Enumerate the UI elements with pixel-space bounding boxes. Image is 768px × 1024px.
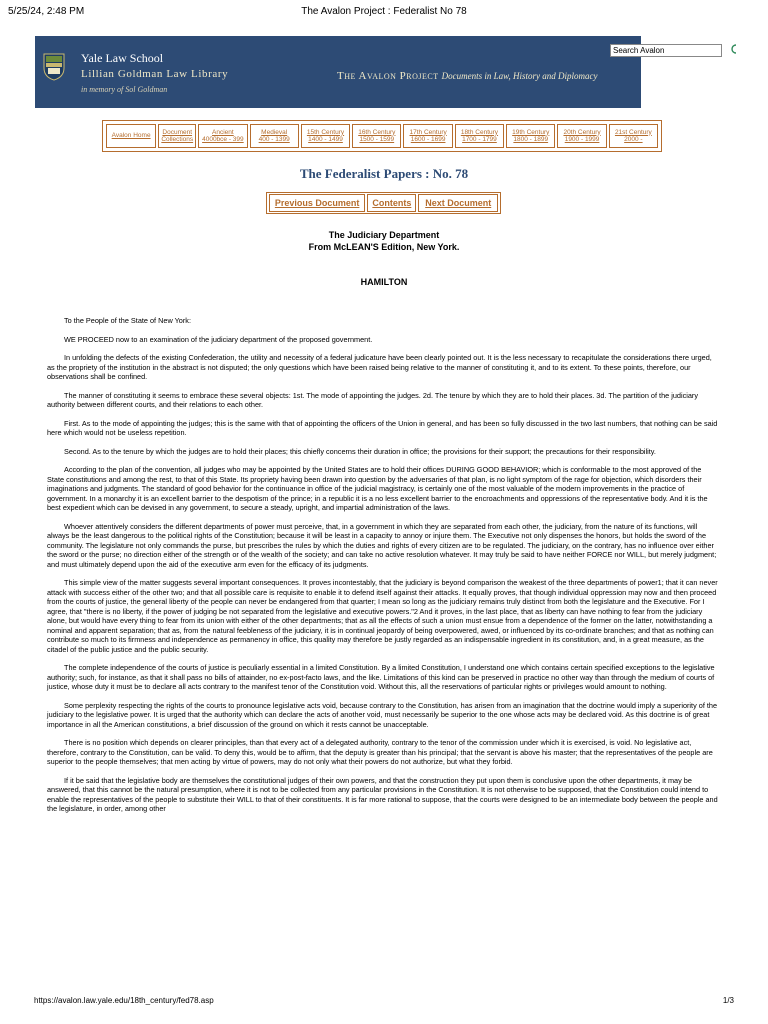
next-document-link[interactable]: Next Document xyxy=(418,194,498,212)
document-body xyxy=(47,316,719,823)
nav-link-label: Ancient xyxy=(212,128,234,136)
nav-link-range: 2000 - xyxy=(624,136,643,143)
nav-link[interactable] xyxy=(250,124,299,148)
avalon-project-logo[interactable] xyxy=(337,70,597,82)
print-datetime: 5/25/24, 2:48 PM xyxy=(8,6,85,17)
paragraph: There is no position which depends on clearer principles, than that every act of a delegated authority, contrary to the tenor of the commission under which it is exercised, is void. No legislative act, therefore, contrary to the Constitution, can be valid. To deny this, would be to affirm, that the deputy is greater than his principal; that the servant is above his master; that the representatives of the people are superior to the people themselves; that men acting by virtue of powers, may do not only what their powers do not authorize, but what they forbid. xyxy=(47,738,713,766)
author-name: HAMILTON xyxy=(360,277,408,287)
nav-link[interactable] xyxy=(352,124,401,148)
nav-link-label: 17th Century xyxy=(409,128,447,136)
century-navigation xyxy=(102,120,662,152)
nav-link-range: 1800 - 1899 xyxy=(513,136,549,143)
nav-link[interactable] xyxy=(506,124,555,148)
print-header xyxy=(8,6,760,20)
document-edition: From McLEAN'S Edition, New York. xyxy=(308,242,460,252)
paragraph: The complete independence of the courts of justice is peculiarly essential in a limited Constitution. By a limited Constitution, I understand one which contains certain specified exceptions to the legislative authority; such, for instance, as that it shall pass no bills of attainder, no ex-post-facto laws, and the like. Limitations of this kind can be preserved in practice no other way than through the medium of courts of justice, whose duty it must be to declare all acts contrary to the manifest tenor of the Constitution void. Without this, all the reservations of particular rights or privileges would amount to nothing. xyxy=(47,663,715,691)
paragraph: First. As to the mode of appointing the judges; this is the same with that of appointing the officers of the Union in general, and has been so fully discussed in the two last numbers, that nothing can be said here which would not be useless repetition. xyxy=(47,418,718,437)
search-icon[interactable] xyxy=(728,43,738,55)
nav-link-range: 400 - 1399 xyxy=(258,136,290,143)
nav-link-range: 1700 - 1799 xyxy=(462,136,497,143)
nav-link[interactable] xyxy=(158,124,196,148)
yale-shield-icon xyxy=(43,53,65,81)
document-navigation xyxy=(266,192,501,214)
paragraph: Whoever attentively considers the different departments of power must perceive, that, in a government in which they are separated from each other, the judiciary, from the nature of its functions, will always be the least dangerous to the political rights of the Constitution; because it will be least in a capacity to annoy or injure them. The Executive not only dispenses the honors, but holds the sword of the community. The legislature not only commands the purse, but prescribes the rules by which the duties and rights of every citizen are to be regulated. The judiciary, on the contrary, has no influence over either the sword or the purse; no direction either of the strength or of the wealth of the society; and can take no active resolution whatever. It may truly be said to have neither FORCE nor WILL, but merely judgment; and must ultimately depend upon the aid of the executive arm even for the efficacy of its judgments. xyxy=(47,521,717,569)
paragraph: In unfolding the defects of the existing Confederation, the utility and necessity of a federal judicature have been clearly pointed out. It is the less necessary to recapitulate the considerations there urged, as the propriety of the institution in the abstract is not disputed; the only questions which have been raised being relative to the manner of constituting it, and to its extent. To these points, therefore, our observations shall be confined. xyxy=(47,353,712,381)
nav-link-range: 1400 - 1499 xyxy=(308,136,343,143)
nav-link[interactable] xyxy=(609,124,658,148)
nav-link[interactable] xyxy=(198,124,247,148)
nav-link[interactable] xyxy=(403,124,452,148)
paragraph: The manner of constituting it seems to embrace these several objects: 1st. The mode of appointing the judges. 2d. The tenure by which they are to hold their places. 3d. The partition of the judiciary authority between different courts, and their relations to each other. xyxy=(47,390,698,409)
contents-link[interactable]: Contents xyxy=(367,194,416,212)
print-page-title: The Avalon Project : Federalist No 78 xyxy=(301,6,467,17)
paragraph: According to the plan of the convention, all judges who may be appointed by the United States are to hold their offices DURING GOOD BEHAVIOR; which is conformable to the most approved of the State constitutions and among the rest, to that of this State. Its propriety having been drawn into question by the adversaries of that plan, is no light symptom of the rage for objection, which disorders their imaginations and judgments. The standard of good behavior for the continuance in office of the judicial magistracy, is certainly one of the most valuable of the modern improvements in the practice of government. In a monarchy it is an excellent barrier to the despotism of the prince; in a republic it is a no less excellent barrier to the encroachments and oppressions of the representative body. And it is the best expedient which can be devised in any government, to secure a steady, upright, and impartial administration of the laws. xyxy=(47,465,708,512)
previous-document-link[interactable]: Previous Document xyxy=(269,194,365,212)
document-subtitle: The Judiciary Department xyxy=(328,230,440,240)
search-input[interactable]: Search Avalon xyxy=(610,44,722,57)
avalon-project-name: The Avalon Project xyxy=(337,70,439,82)
nav-link-range: 1500 - 1599 xyxy=(359,136,395,143)
nav-link-label: 20th Century xyxy=(563,128,601,136)
nav-link-label: 18th Century xyxy=(460,128,499,136)
nav-link-label: 21st Century xyxy=(614,128,652,136)
yale-law-school-label[interactable]: Yale Law School xyxy=(81,51,164,65)
nav-link[interactable] xyxy=(301,124,350,148)
paragraph: To the People of the State of New York: xyxy=(64,316,191,325)
nav-link-range: 4000bce - 399 xyxy=(202,136,244,143)
nav-link[interactable] xyxy=(557,124,606,148)
library-label[interactable]: Lillian Goldman Law Library xyxy=(81,68,229,80)
paragraph: WE PROCEED now to an examination of the judiciary department of the proposed government. xyxy=(64,334,373,344)
memory-label: in memory of Sol Goldman xyxy=(81,85,168,94)
nav-link-label: Document xyxy=(162,128,193,136)
nav-link-label: 16th Century xyxy=(358,128,396,136)
document-title: The Federalist Papers : No. 78 xyxy=(299,166,469,181)
page-number: 1/3 xyxy=(722,996,734,1005)
nav-link-label: Avalon Home xyxy=(111,132,151,140)
paragraph: This simple view of the matter suggests several important consequences. It proves incontestably, that the judiciary is beyond comparison the weakest of the three departments of power1; that it can never attack with success either of the other two; and that all possible care is requisite to enable it to defend itself against their attacks. It equally proves, that though individual oppression may now and then proceed from the courts of justice, the general liberty of the people can never be endangered from that quarter; I mean so long as the judiciary remains truly distinct from both the legislature and the Executive. For I agree, that "there is no liberty, if the power of judging be not separated from the legislative and executive powers."2 And it proves, in the last place, that as liberty can have nothing to fear from the judiciary alone, but would have every thing to fear from its union with either of the other departments; that as all the effects of such a union must ensue from a dependence of the former on the latter, notwithstanding a nominal and apparent separation; that as, from the natural feebleness of the judiciary, it is in continual jeopardy of being overpowered, awed, or influenced by its co-ordinate branches; and that as nothing can contribute so much to its firmness and independence as permanency in office, this quality may therefore be justly regarded as an indispensable ingredient in its constitution, and, in a great measure, as the citadel of the public justice and the public security. xyxy=(47,578,718,654)
paragraph: If it be said that the legislative body are themselves the constitutional judges of their own powers, and that the construction they put upon them is conclusive upon the other departments, it may be answered, that this cannot be the natural presumption, where it is not to be collected from any particular provisions in the Constitution. It is not otherwise to be supposed, that the Constitution could intend to enable the representatives of the people to substitute their WILL to that of their constituents. It is far more rational to suppose, that the courts were designed to be an intermediate body between the people and the legislature, in order, among other xyxy=(47,775,718,813)
nav-link-label: Medieval xyxy=(261,128,288,136)
site-banner xyxy=(35,36,641,108)
nav-link-range: Collections xyxy=(161,136,194,143)
avalon-tagline: Documents in Law, History and Diplomacy xyxy=(441,71,598,81)
paragraph: Some perplexity respecting the rights of the courts to pronounce legislative acts void, because contrary to the Constitution, has arisen from an imagination that the doctrine would imply a superiority of the judiciary to the legislative power. It is urged that the authority which can declare the acts of another void, must necessarily be superior to the one whose acts may be declared void. As this doctrine is of great importance in all the American constitutions, a brief discussion of the ground on which it rests cannot be unacceptable. xyxy=(47,700,718,729)
page-url: https://avalon.law.yale.edu/18th_century/fed78.asp xyxy=(34,996,214,1005)
nav-link[interactable] xyxy=(106,124,156,148)
nav-link-label: 19th Century xyxy=(512,128,550,136)
paragraph: Second. As to the tenure by which the judges are to hold their places; this chiefly concerns their duration in office; the provisions for their support; the precautions for their responsibility. xyxy=(64,446,656,456)
nav-link-label: 15th Century xyxy=(306,128,345,136)
nav-link-range: 1600 - 1699 xyxy=(410,136,446,143)
nav-link-range: 1900 - 1999 xyxy=(564,136,600,143)
nav-link[interactable] xyxy=(455,124,504,148)
